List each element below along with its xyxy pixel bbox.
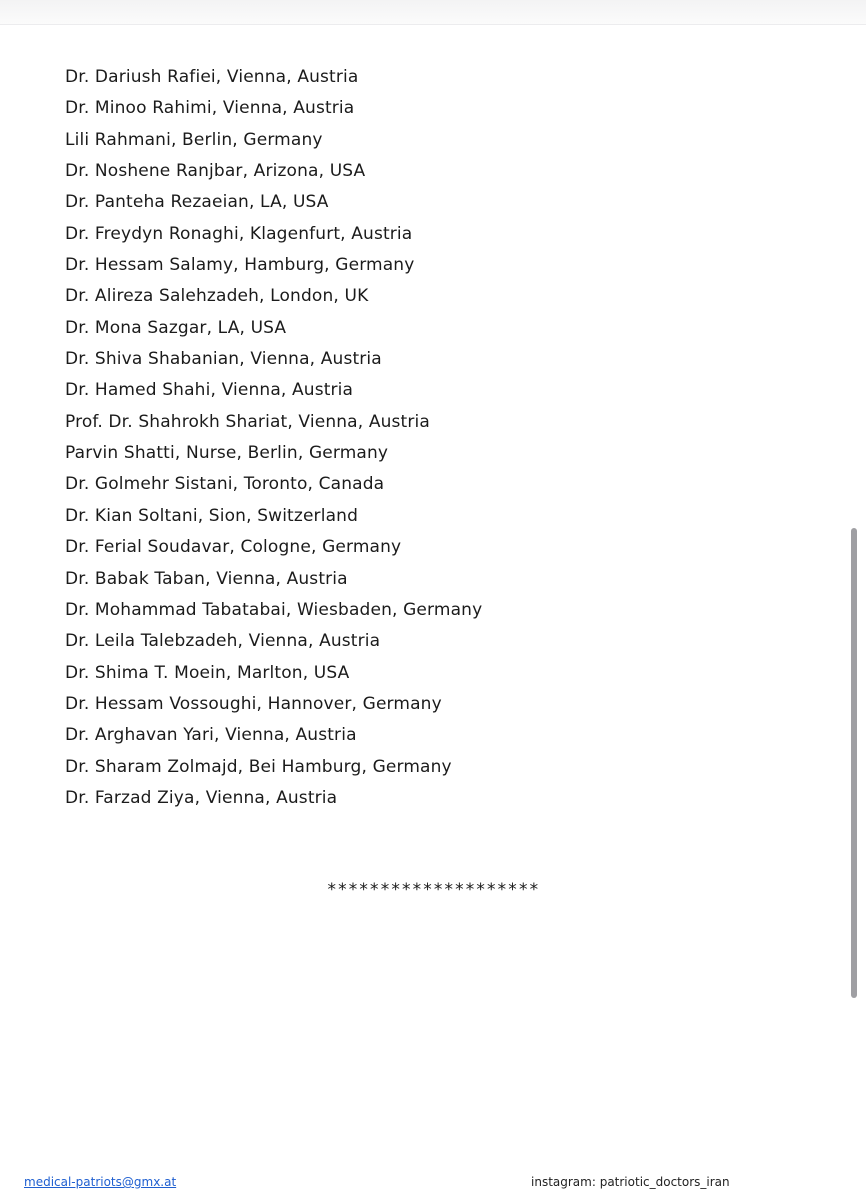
signatory-entry: Dr. Hessam Vossoughi, Hannover, Germany [65,693,442,714]
signatory-entry: Dr. Freydyn Ronaghi, Klagenfurt, Austria [65,223,413,244]
signatory-entry: Dr. Alireza Salehzadeh, London, UK [65,286,369,307]
signatory-entry: Dr. Mohammad Tabatabai, Wiesbaden, Germany [65,599,483,620]
signatory-entry: Dr. Golmehr Sistani, Toronto, Canada [65,474,385,495]
signatory-entry: Dr. Sharam Zolmajd, Bei Hamburg, Germany [65,756,452,777]
signatory-entry: Dr. Leila Talebzadeh, Vienna, Austria [65,631,381,652]
signatory-list [65,64,482,816]
signatory-entry: Parvin Shatti, Nurse, Berlin, Germany [65,443,389,464]
signatory-entry: Dr. Arghavan Yari, Vienna, Austria [65,725,357,746]
signatory-entry: Dr. Shiva Shabanian, Vienna, Austria [65,349,382,370]
signatory-entry: Dr. Ferial Soudavar, Cologne, Germany [65,537,402,558]
page-top-border [0,24,866,25]
signatory-entry: Dr. Noshene Ranjbar, Arizona, USA [65,161,366,182]
signatory-entry: Dr. Hessam Salamy, Hamburg, Germany [65,255,415,276]
signatory-entry: Dr. Hamed Shahi, Vienna, Austria [65,380,354,401]
footer-instagram-handle: instagram: patriotic_doctors_iran [531,1175,730,1189]
signatory-entry: Lili Rahmani, Berlin, Germany [65,129,323,150]
footer-email-link[interactable]: medical-patriots@gmx.at [24,1175,177,1189]
asterisk-separator: ******************** [326,880,540,900]
signatory-entry: Dr. Panteha Rezaeian, LA, USA [65,192,329,213]
signatory-entry: Dr. Mona Sazgar, LA, USA [65,317,287,338]
signatory-entry: Dr. Minoo Rahimi, Vienna, Austria [65,98,355,119]
signatory-entry: Dr. Shima T. Moein, Marlton, USA [65,662,350,683]
signatory-entry: Dr. Farzad Ziya, Vienna, Austria [65,787,338,808]
top-toolbar-edge [0,0,866,24]
signatory-entry: Dr. Kian Soltani, Sion, Switzerland [65,505,359,526]
signatory-entry: Dr. Babak Taban, Vienna, Austria [65,568,348,589]
signatory-entry: Prof. Dr. Shahrokh Shariat, Vienna, Austria [65,411,430,432]
vertical-scrollbar-thumb[interactable] [851,528,857,998]
signatory-entry: Dr. Dariush Rafiei, Vienna, Austria [65,67,359,87]
